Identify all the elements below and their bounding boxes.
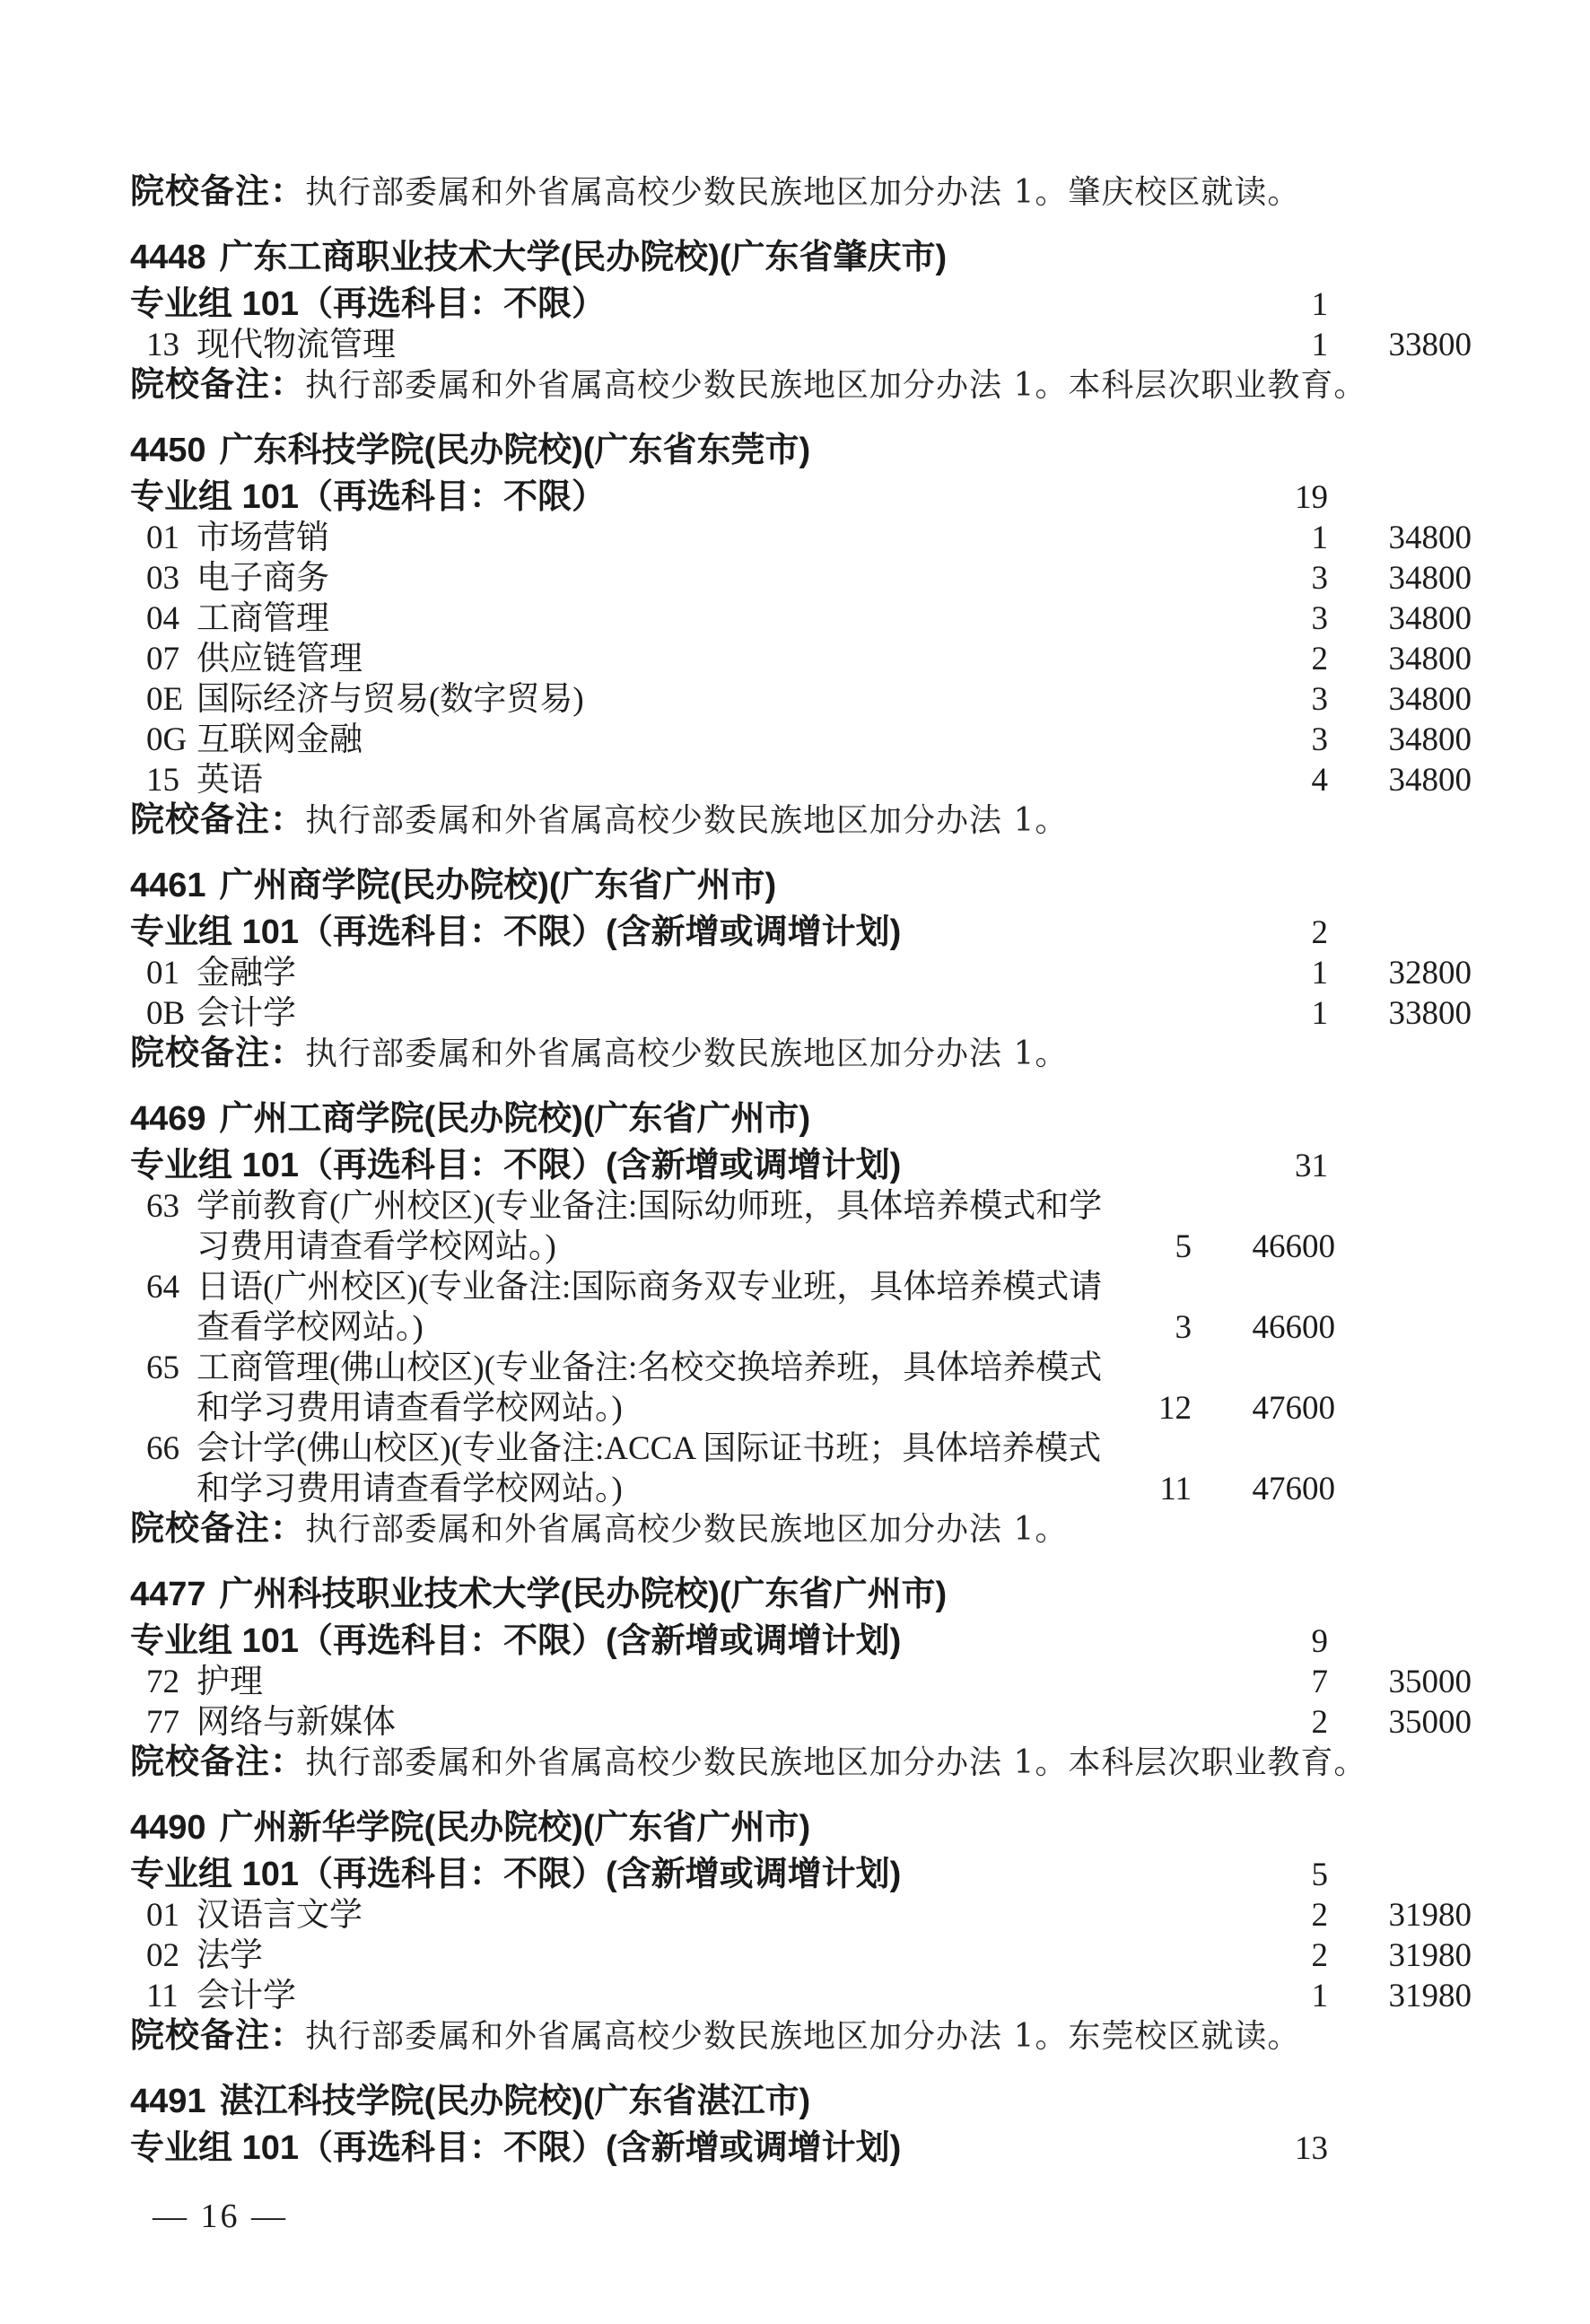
- major-name-cell: [146, 720, 1265, 760]
- school-code: 4461: [130, 867, 206, 904]
- remark-label: 院校备注：: [130, 1743, 306, 1781]
- remark-text: 执行部委属和外省属高校少数民族地区加分办法 1。东莞校区就读。: [305, 2018, 1301, 2055]
- major-name: 电子商务: [197, 560, 329, 597]
- major-name: 工商管理(佛山校区)(专业备注:名校交换培养班，具体培养模式和学习费用请查看学校网站。): [197, 1350, 1103, 1427]
- major-group-row: [130, 477, 1472, 518]
- major-plan-count: 7: [1311, 1664, 1328, 1700]
- major-code: 02: [146, 1937, 179, 1974]
- major-group-row: [130, 1855, 1472, 1895]
- major-name-cell: [146, 953, 1265, 993]
- remark-label: 院校备注：: [130, 366, 306, 404]
- major-code: 65: [146, 1350, 179, 1386]
- major-group-row: [130, 1621, 1472, 1662]
- major-row: [130, 518, 1472, 558]
- major-name-cell: [146, 1662, 1265, 1702]
- school-header: [130, 1575, 1472, 1621]
- school-header: [130, 238, 1472, 284]
- major-plan-count: 3: [1311, 681, 1328, 718]
- major-name: 工商管理: [197, 600, 329, 637]
- major-code: 64: [146, 1269, 179, 1306]
- remark-text: 执行部委属和外省属高校少数民族地区加分办法 1。: [305, 802, 1069, 839]
- school-name: 广州新华学院(民办院校)(广东省广州市): [219, 1809, 811, 1847]
- remark-label: 院校备注：: [130, 1035, 306, 1072]
- major-row: [130, 1895, 1472, 1935]
- group-plan-count: 5: [1311, 1857, 1328, 1893]
- major-plan-count: 3: [1311, 721, 1328, 758]
- major-name: 会计学(佛山校区)(专业备注:ACCA 国际证书班；具体培养模式和学习费用请查看学校网站。): [197, 1430, 1102, 1507]
- remark-text: 执行部委属和外省属高校少数民族地区加分办法 1。肇庆校区就读。: [305, 174, 1301, 211]
- remark-text: 执行部委属和外省属高校少数民族地区加分办法 1。: [305, 1511, 1069, 1548]
- remark-text: 执行部委属和外省属高校少数民族地区加分办法 1。本科层次职业教育。: [305, 367, 1367, 404]
- school-section: [130, 2082, 1472, 2169]
- major-row: [130, 720, 1472, 760]
- major-name-cell: [146, 1186, 1129, 1267]
- remark-label: 院校备注：: [130, 801, 306, 839]
- major-name: 学前教育(广州校区)(专业备注:国际幼师班，具体培养模式和学习费用请查看学校网站。): [197, 1188, 1103, 1265]
- major-name: 市场营销: [197, 520, 329, 556]
- major-group-label: 专业组 101（再选科目：不限）(含新增或调增计划): [130, 2129, 902, 2167]
- remark-text: 执行部委属和外省属高校少数民族地区加分办法 1。: [305, 1035, 1069, 1072]
- major-tuition-fee: 34800: [1388, 641, 1472, 677]
- major-name: 供应链管理: [197, 641, 363, 677]
- school-section: [130, 866, 1472, 1080]
- school-header: [130, 1808, 1472, 1855]
- major-name-cell: [146, 639, 1265, 679]
- major-name-cell: [146, 1895, 1265, 1935]
- group-plan-count: 13: [1295, 2130, 1328, 2167]
- school-section: [130, 1099, 1472, 1556]
- major-code: 77: [146, 1704, 179, 1741]
- major-tuition-fee: 33800: [1388, 327, 1472, 363]
- major-tuition-fee: 32800: [1388, 955, 1472, 992]
- major-tuition-fee: 35000: [1388, 1664, 1472, 1700]
- major-code: 04: [146, 600, 179, 637]
- major-tuition-fee: 46600: [1252, 1309, 1335, 1346]
- remark-row: [130, 1034, 1472, 1080]
- major-name-cell: [146, 1702, 1265, 1743]
- page-number: — 16 —: [153, 2197, 288, 2235]
- major-tuition-fee: 34800: [1388, 721, 1472, 758]
- school-header: [130, 866, 1472, 913]
- school-code: 4490: [130, 1809, 206, 1847]
- major-code: 01: [146, 1897, 179, 1934]
- major-name: 法学: [197, 1937, 263, 1974]
- major-tuition-fee: 34800: [1388, 681, 1472, 718]
- school-header: [130, 2082, 1472, 2128]
- major-group-label: 专业组 101（再选科目：不限）(含新增或调增计划): [130, 1147, 902, 1184]
- major-code: 0B: [146, 995, 186, 1032]
- major-name: 国际经济与贸易(数字贸易): [197, 681, 584, 718]
- school-code: 4477: [130, 1576, 206, 1613]
- major-name: 网络与新媒体: [197, 1704, 396, 1741]
- major-code: 66: [146, 1430, 179, 1467]
- remark-text: 执行部委属和外省属高校少数民族地区加分办法 1。本科层次职业教育。: [305, 1744, 1367, 1781]
- major-plan-count: 1: [1311, 327, 1328, 363]
- major-name: 会计学: [197, 1978, 296, 2014]
- major-plan-count: 5: [1175, 1228, 1192, 1265]
- remark-row: [130, 172, 1472, 219]
- school-name: 湛江科技学院(民办院校)(广东省湛江市): [219, 2083, 811, 2120]
- remark-row: [130, 800, 1472, 847]
- group-plan-count: 31: [1295, 1148, 1328, 1184]
- major-row: [130, 558, 1472, 598]
- major-name-cell: [146, 1976, 1265, 2016]
- school-sections: [130, 238, 1472, 2169]
- remark-label: 院校备注：: [130, 2017, 306, 2055]
- major-tuition-fee: 31980: [1388, 1978, 1472, 2014]
- major-row: [130, 1267, 1472, 1348]
- major-code: 11: [146, 1978, 179, 2014]
- major-code: 0G: [146, 721, 188, 758]
- school-name: 广州商学院(民办院校)(广东省广州市): [219, 867, 777, 904]
- remark-label: 院校备注：: [130, 173, 306, 211]
- major-plan-count: 3: [1311, 600, 1328, 637]
- major-row: [130, 1976, 1472, 2016]
- major-code: 15: [146, 762, 179, 799]
- major-tuition-fee: 47600: [1252, 1390, 1335, 1427]
- major-row: [130, 1186, 1472, 1267]
- school-code: 4450: [130, 432, 206, 469]
- major-code: 01: [146, 520, 179, 556]
- major-group-row: [130, 284, 1472, 325]
- major-plan-count: 11: [1159, 1471, 1192, 1507]
- major-name: 日语(广州校区)(专业备注:国际商务双专业班，具体培养模式请查看学校网站。): [197, 1269, 1103, 1346]
- major-row: [130, 760, 1472, 800]
- major-code: 63: [146, 1188, 179, 1225]
- school-name: 广州科技职业技术大学(民办院校)(广东省广州市): [219, 1576, 948, 1613]
- school-section: [130, 1808, 1472, 2063]
- major-code: 01: [146, 955, 179, 992]
- major-row: [130, 1702, 1472, 1743]
- major-name-cell: [146, 598, 1265, 639]
- remark-label: 院校备注：: [130, 1510, 306, 1548]
- major-row: [130, 993, 1472, 1034]
- major-row: [130, 1935, 1472, 1976]
- major-group-row: [130, 1146, 1472, 1186]
- major-tuition-fee: 31980: [1388, 1897, 1472, 1934]
- group-plan-count: 1: [1311, 286, 1328, 323]
- major-name: 现代物流管理: [197, 327, 396, 363]
- major-tuition-fee: 34800: [1388, 560, 1472, 597]
- major-plan-count: 1: [1311, 955, 1328, 992]
- school-section: [130, 238, 1472, 412]
- major-row: [130, 639, 1472, 679]
- school-header: [130, 1099, 1472, 1146]
- major-name-cell: [146, 1935, 1265, 1976]
- major-row: [130, 325, 1472, 365]
- major-plan-count: 1: [1311, 995, 1328, 1032]
- major-plan-count: 1: [1311, 520, 1328, 556]
- major-plan-count: 1: [1311, 1978, 1328, 2014]
- major-tuition-fee: 34800: [1388, 600, 1472, 637]
- major-name: 会计学: [197, 995, 296, 1032]
- major-code: 07: [146, 641, 179, 677]
- major-group-label: 专业组 101（再选科目：不限）(含新增或调增计划): [130, 913, 902, 951]
- major-name-cell: [146, 679, 1265, 720]
- school-code: 4448: [130, 239, 206, 276]
- major-name-cell: [146, 518, 1265, 558]
- major-name: 英语: [197, 762, 263, 799]
- major-name-cell: [146, 558, 1265, 598]
- major-row: [130, 1428, 1472, 1509]
- major-tuition-fee: 34800: [1388, 520, 1472, 556]
- major-name-cell: [146, 325, 1265, 365]
- school-name: 广东科技学院(民办院校)(广东省东莞市): [219, 432, 811, 469]
- major-name: 护理: [197, 1664, 263, 1700]
- school-section: [130, 431, 1472, 847]
- remark-row: [130, 1509, 1472, 1556]
- major-row: [130, 679, 1472, 720]
- major-plan-count: 2: [1311, 1937, 1328, 1974]
- major-plan-count: 2: [1311, 1704, 1328, 1741]
- major-tuition-fee: 31980: [1388, 1937, 1472, 1974]
- major-name: 互联网金融: [197, 721, 363, 758]
- major-tuition-fee: 33800: [1388, 995, 1472, 1032]
- school-section: [130, 1575, 1472, 1789]
- remark-row: [130, 365, 1472, 412]
- remark-row: [130, 2016, 1472, 2063]
- major-row: [130, 1662, 1472, 1702]
- major-name: 金融学: [197, 955, 296, 992]
- major-code: 13: [146, 327, 179, 363]
- major-name-cell: [146, 993, 1265, 1034]
- major-tuition-fee: 46600: [1252, 1228, 1335, 1265]
- major-group-row: [130, 913, 1472, 953]
- group-plan-count: 2: [1311, 914, 1328, 951]
- major-name-cell: [146, 1267, 1129, 1348]
- major-group-label: 专业组 101（再选科目：不限）: [130, 285, 606, 323]
- major-code: 72: [146, 1664, 179, 1700]
- major-group-label: 专业组 101（再选科目：不限）: [130, 478, 606, 516]
- school-code: 4491: [130, 2083, 206, 2120]
- major-name-cell: [146, 760, 1265, 800]
- major-group-label: 专业组 101（再选科目：不限）(含新增或调增计划): [130, 1622, 902, 1660]
- major-row: [130, 1348, 1472, 1428]
- group-plan-count: 19: [1295, 479, 1328, 516]
- major-plan-count: 2: [1311, 641, 1328, 677]
- major-group-label: 专业组 101（再选科目：不限）(含新增或调增计划): [130, 1856, 902, 1893]
- major-group-row: [130, 2128, 1472, 2169]
- major-name-cell: [146, 1428, 1129, 1509]
- major-plan-count: 4: [1311, 762, 1328, 799]
- major-plan-count: 3: [1175, 1309, 1192, 1346]
- major-name-cell: [146, 1348, 1129, 1428]
- school-name: 广东工商职业技术大学(民办院校)(广东省肇庆市): [219, 239, 948, 276]
- school-code: 4469: [130, 1100, 206, 1138]
- major-name: 汉语言文学: [197, 1897, 363, 1934]
- major-plan-count: 12: [1158, 1390, 1192, 1427]
- major-tuition-fee: 35000: [1388, 1704, 1472, 1741]
- major-tuition-fee: 47600: [1252, 1471, 1335, 1507]
- major-plan-count: 3: [1311, 560, 1328, 597]
- major-plan-count: 2: [1311, 1897, 1328, 1934]
- admission-plan-list: [130, 172, 1472, 2169]
- major-code: 0E: [146, 681, 184, 718]
- school-name: 广州工商学院(民办院校)(广东省广州市): [219, 1100, 811, 1138]
- school-header: [130, 431, 1472, 477]
- major-row: [130, 953, 1472, 993]
- group-plan-count: 9: [1311, 1623, 1328, 1660]
- major-code: 03: [146, 560, 179, 597]
- remark-row: [130, 1743, 1472, 1789]
- major-tuition-fee: 34800: [1388, 762, 1472, 799]
- major-row: [130, 598, 1472, 639]
